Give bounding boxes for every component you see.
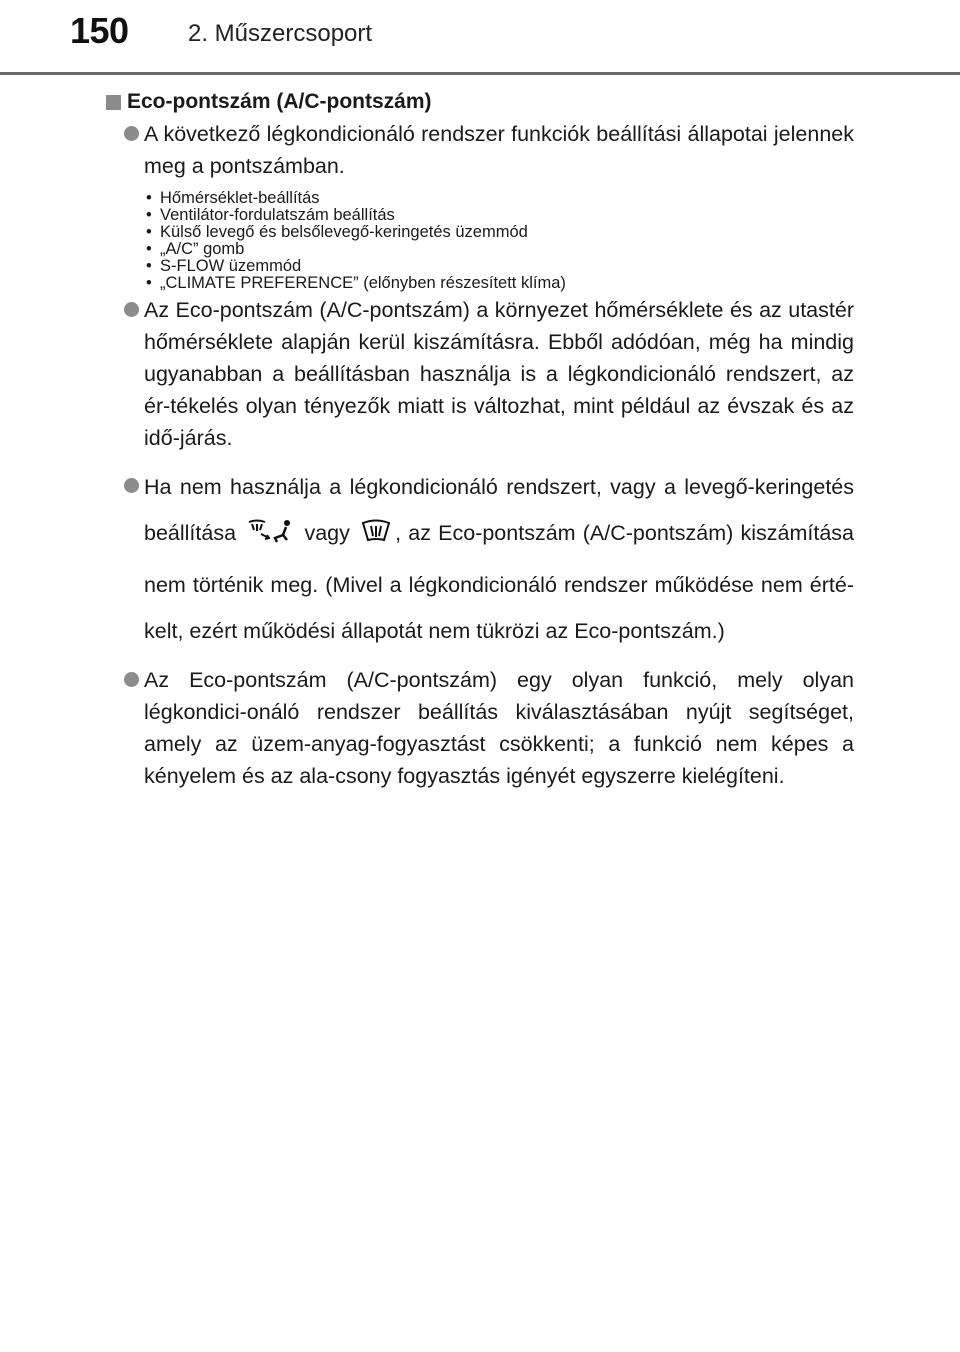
windshield-feet-icon (247, 516, 293, 562)
paragraph (106, 294, 854, 454)
windshield-defrost-icon (361, 516, 391, 562)
circle-bullet-icon (124, 302, 139, 317)
paragraph (106, 118, 854, 182)
list-item: • Külső levegő és belsőlevegő-keringetés üzemmód (146, 224, 854, 241)
paragraph-text: A következő légkondicionáló rendszer funkciók beállítási állapotai jelennek meg a pontszámban. (144, 122, 854, 178)
paragraph (106, 464, 854, 654)
circle-bullet-icon (124, 478, 139, 493)
subheading-text: Eco-pontszám (A/C-pontszám) (127, 90, 432, 113)
paragraph-text: Az Eco-pontszám (A/C-pontszám) egy olyan funkció, mely olyan légkondici-onáló rendszer beállítás kiválasztásában nyújt segítséget, amely az üzem-anyag-fogyasztást csökkenti; a funkció nem képes a kényelem és az ala-csony fogyasztás igényét egyszerre kielégíteni. (144, 668, 854, 788)
list-item: • „CLIMATE PREFERENCE” (előnyben részesített klíma) (146, 275, 854, 292)
list-item: • Ventilátor-fordulatszám beállítás (146, 207, 854, 224)
list-item: • S-FLOW üzemmód (146, 258, 854, 275)
subheading (106, 90, 854, 114)
paragraph-text: , az Eco-pontszám (A/C-pontszám) kiszámítása nem történik meg. (Mivel a légkondicionáló rendszer működése nem érté-kelt, ezért működési állapotát nem tükrözi az Eco-pontszám.) (144, 521, 854, 643)
section-title: 2. Műszercsoport (188, 20, 373, 47)
page-header (0, 0, 960, 80)
header-divider (0, 72, 960, 75)
circle-bullet-icon (124, 672, 139, 687)
paragraph-text: vagy (304, 521, 350, 545)
paragraph-text: Ha nem használja a légkondicionáló rendszert, vagy a levegő-keringetés beállítása (144, 475, 854, 545)
page-content (106, 86, 854, 792)
list-item: • Hőmérséklet-beállítás (146, 190, 854, 207)
circle-bullet-icon (124, 126, 139, 141)
square-bullet-icon (106, 95, 121, 110)
list-item: • „A/C” gomb (146, 241, 854, 258)
paragraph (106, 664, 854, 792)
paragraph-text: Az Eco-pontszám (A/C-pontszám) a környezet hőmérséklete és az utastér hőmérséklete alapján kerül kiszámításra. Ebből adódóan, még ha mindig ugyanabban a beállításban használja is a légkondicionáló rendszert, az ér-tékelés olyan tényezők miatt is változhat, mint például az évszak és az idő-járás. (144, 298, 854, 450)
page-number: 150 (70, 10, 129, 51)
settings-list (106, 190, 854, 292)
